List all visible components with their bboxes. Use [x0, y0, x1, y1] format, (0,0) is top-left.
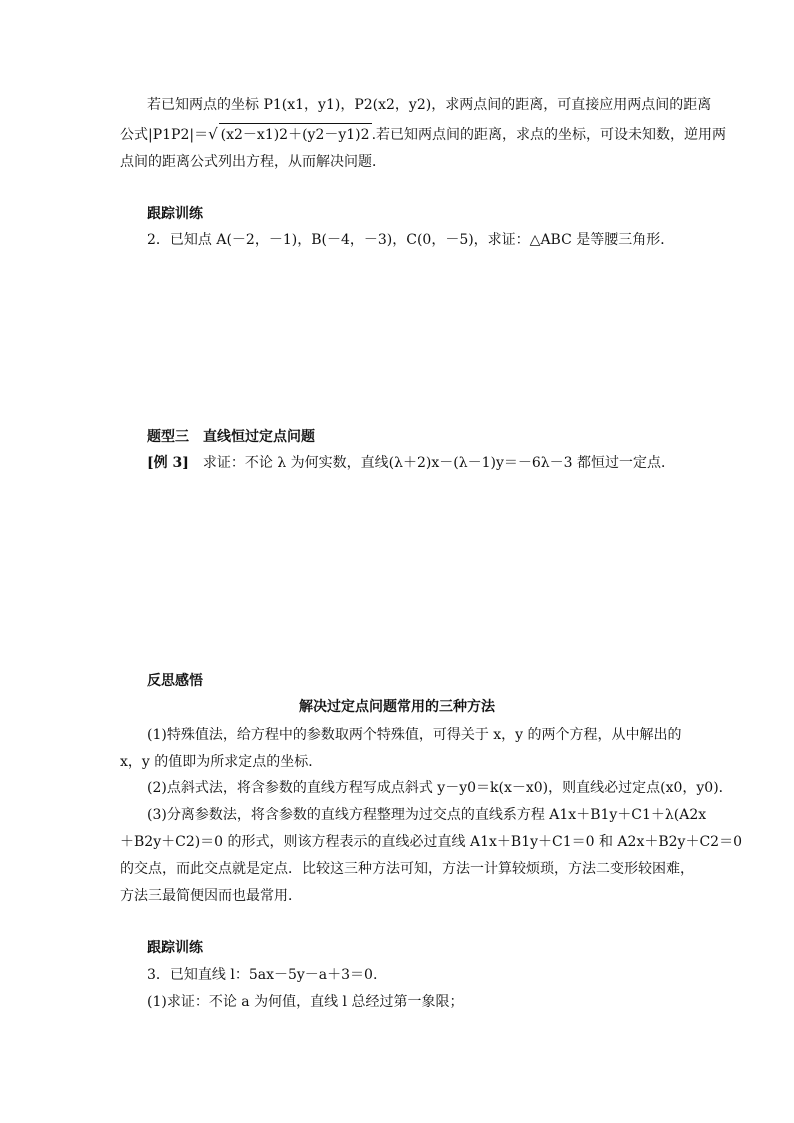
- para1-line2-rest: .若已知两点间的距离，求点的坐标，可设未知数，逆用两: [371, 127, 727, 143]
- training-question-3: 3．已知直线 l：5ax－5y－a＋3＝0.: [147, 967, 378, 983]
- training-heading-1: 跟踪训练: [147, 206, 203, 222]
- method3-line2: ＋B2y＋C2)＝0 的形式，则该方程表示的直线必过直线 A1x＋B1y＋C1＝0 和 A2x＋B2y＋C2＝0: [120, 834, 742, 850]
- example-3: [147, 452, 675, 474]
- example-tag: [例 3]: [147, 455, 189, 471]
- method1-line1: (1)特殊值法，给方程中的参数取两个特殊值，可得关于 x，y 的两个方程，从中解出的: [147, 727, 682, 743]
- para1-line2: [120, 123, 726, 146]
- method1-line2: x，y 的值即为所求定点的坐标．: [120, 754, 323, 770]
- distance-formula-label: 公式|P1P2|＝: [120, 127, 209, 143]
- training-question-3-part1: (1)求证：不论 a 为何值，直线 l 总经过第一象限；: [147, 994, 464, 1010]
- para1-line3: 点间的距离公式列出方程，从而解决问题．: [120, 154, 386, 170]
- reflection-heading: 反思感悟: [147, 673, 203, 689]
- method3-line4: 方法三最简便因而也最常用．: [120, 888, 302, 904]
- training-question-2: 2．已知点 A(－2，－1)，B(－4，－3)，C(0，－5)，求证：△ABC 是等腰三角形．: [147, 232, 675, 248]
- example-text: 求证：不论 λ 为何实数，直线(λ＋2)x－(λ－1)y＝－6λ－3 都恒过一定点．: [188, 455, 675, 471]
- method2: (2)点斜式法，将含参数的直线方程写成点斜式 y－y0＝k(x－x0)，则直线必过定点(x0，y0)．: [147, 780, 733, 796]
- method3-line1: (3)分离参数法，将含参数的直线方程整理为过交点的直线系方程 A1x＋B1y＋C1＋λ(A2x: [147, 807, 707, 823]
- type3-heading: 题型三 直线恒过定点问题: [147, 429, 315, 445]
- reflection-title: 解决过定点问题常用的三种方法: [299, 699, 495, 715]
- method3-line3: 的交点，而此交点就是定点．比较这三种方法可知，方法一计算较烦琐，方法二变形较困难，: [120, 861, 694, 877]
- para1-line1: 若已知两点的坐标 P1(x1，y1)，P2(x2，y2)，求两点间的距离，可直接应用两点间的距离: [147, 97, 712, 113]
- distance-formula-radicand: (x2－x1)2＋(y2－y1)2: [219, 123, 372, 146]
- radical-sign: √: [208, 125, 218, 143]
- training-heading-2: 跟踪训练: [147, 940, 203, 956]
